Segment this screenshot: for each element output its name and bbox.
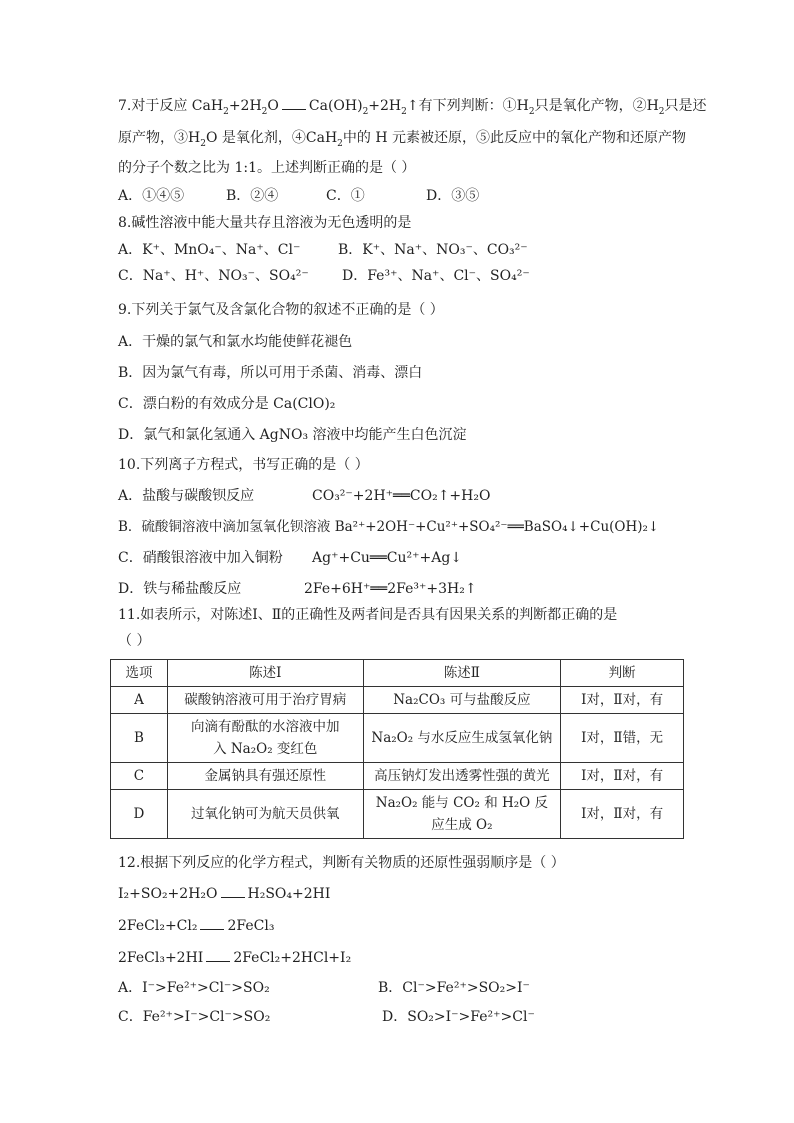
- q8-option-d[interactable]: D．Fe³⁺、Na⁺、Cl⁻、SO₄²⁻: [342, 268, 530, 284]
- q9-option-d[interactable]: D．氯气和氯化氢通入 AgNO₃ 溶液中均能产生白色沉淀: [118, 427, 467, 443]
- table-cell: 过氧化钠可为航天员供氧: [167, 790, 363, 839]
- table-cell: Na₂O₂ 与水反应生成氢氧化钠: [363, 714, 561, 763]
- q9-option-c[interactable]: C．漂白粉的有效成分是 Ca(ClO)₂: [118, 396, 336, 412]
- q8-option-c[interactable]: C．Na⁺、H⁺、NO₃⁻、SO₄²⁻: [118, 268, 309, 284]
- reaction-blank: [282, 97, 306, 110]
- q10-option-a[interactable]: [118, 486, 254, 506]
- table-cell: Ⅰ对，Ⅱ对，有: [561, 763, 684, 790]
- table-header-row: [111, 660, 684, 687]
- table-cell: Ⅰ对，Ⅱ对，有: [561, 790, 684, 839]
- equation-left: 2FeCl₃+2HI: [118, 950, 204, 966]
- q7-option-a[interactable]: A．①④⑤: [118, 188, 185, 204]
- q12-equation-2: [118, 916, 274, 936]
- table-cell: D: [111, 790, 168, 839]
- q9-option-b[interactable]: B．因为氯气有毒，所以可用于杀菌、消毒、漂白: [118, 365, 423, 381]
- q11-stem-paren: （ ）: [118, 633, 151, 649]
- q7-option-d[interactable]: D．③⑤: [426, 188, 480, 204]
- table-cell: 高压钠灯发出透雾性强的黄光: [363, 763, 561, 790]
- q7-text: 只是还: [664, 98, 707, 114]
- q7-text: 只是氧化产物，②H: [534, 98, 659, 114]
- table-row: [111, 714, 684, 763]
- q10-option-d-equation: 2Fe+6H⁺══2Fe³⁺+3H₂↑: [304, 581, 477, 597]
- equation-left: 2FeCl₂+Cl₂: [118, 918, 198, 934]
- q10-option-b[interactable]: B．硫酸铜溶液中滴加氢氧化钡溶液 Ba²⁺+2OH⁻+Cu²⁺+SO₄²⁻══BaSO₄↓+Cu(OH)₂↓: [118, 519, 660, 535]
- q7-option-b[interactable]: B．②④: [226, 188, 279, 204]
- table-header-cell: 陈述Ⅱ: [363, 660, 561, 687]
- q10-option-d[interactable]: D．铁与稀盐酸反应: [118, 581, 242, 597]
- q7-line3: 的分子个数之比为 1:1。上述判断正确的是（ ）: [118, 160, 416, 176]
- table-cell: A: [111, 687, 168, 714]
- q12-option-d[interactable]: D．SO₂>I⁻>Fe²⁺>Cl⁻: [382, 1009, 535, 1025]
- q11-table: [110, 659, 684, 839]
- q7-text: 中的 H 元素被还原，⑤此反应中的氧化产物和还原产物: [342, 130, 686, 146]
- q10-option-a-label: A．盐酸与碳酸钡反应: [118, 488, 255, 504]
- q7-option-c[interactable]: C．①: [326, 188, 365, 204]
- table-cell: Ⅰ对，Ⅱ错，无: [561, 714, 684, 763]
- q7-text: 7.对于反应 CaH: [118, 98, 224, 114]
- table-cell: 碳酸钠溶液可用于治疗胃病: [167, 687, 363, 714]
- q9-stem: 9.下列关于氯气及含氯化合物的叙述不正确的是（ ）: [118, 302, 444, 318]
- equation-right: 2FeCl₃: [227, 918, 275, 934]
- q9-option-a[interactable]: A．干燥的氯气和氯水均能使鲜花褪色: [118, 334, 353, 350]
- table-cell: 金属钠具有强还原性: [167, 763, 363, 790]
- reaction-blank: [206, 949, 230, 962]
- q7-text: +2H: [368, 98, 402, 114]
- q10-option-c[interactable]: C．硝酸银溶液中加入铜粉: [118, 550, 283, 566]
- equation-left: I₂+SO₂+2H₂O: [118, 886, 218, 902]
- reaction-blank: [221, 885, 245, 898]
- q12-equation-1: [118, 884, 330, 904]
- table-cell: Na₂O₂ 能与 CO₂ 和 H₂O 反应生成 O₂: [363, 790, 561, 839]
- q12-stem: 12.根据下列反应的化学方程式，判断有关物质的还原性强弱顺序是（ ）: [118, 855, 565, 871]
- q12-option-c[interactable]: C．Fe²⁺>I⁻>Cl⁻>SO₂: [118, 1009, 271, 1025]
- equation-right: 2FeCl₂+2HCl+I₂: [233, 950, 352, 966]
- q7-text: O 是氧化剂，④CaH: [205, 130, 338, 146]
- table-header-cell: 选项: [111, 660, 168, 687]
- equation-right: H₂SO₄+2HI: [247, 886, 331, 902]
- q7-text: Ca(OH): [308, 98, 363, 114]
- q10-stem: 10.下列离子方程式，书写正确的是（ ）: [118, 457, 369, 473]
- q7-line2: 原产物，$③H_2O$ 是氧化剂，④CaH$_2$中的 H 元素被还原，⑤此反应中的氧化产物和还原产物: [118, 130, 686, 149]
- q8-stem: 8.碱性溶液中能大量共存且溶液为无色透明的是: [118, 215, 412, 231]
- table-cell: B: [111, 714, 168, 763]
- q12-option-b[interactable]: B．Cl⁻>Fe²⁺>SO₂>I⁻: [378, 980, 530, 996]
- table-row: [111, 763, 684, 790]
- table-header-cell: 判断: [561, 660, 684, 687]
- q8-option-b[interactable]: B．K⁺、Na⁺、NO₃⁻、CO₃²⁻: [338, 242, 528, 258]
- q10-option-c-equation: Ag⁺+Cu══Cu²⁺+Ag↓: [312, 550, 463, 566]
- q10-option-a-equation: CO₃²⁻+2H⁺══CO₂↑+H₂O: [312, 488, 491, 504]
- q12-equation-3: [118, 948, 351, 968]
- table-row: [111, 687, 684, 714]
- table-cell: Na₂CO₃ 可与盐酸反应: [363, 687, 561, 714]
- table-row: [111, 790, 684, 839]
- q7-line1: 7.对于反应 $CaH_2+2H_2O$ $Ca(OH)_2+2H_2↑$有下列判断：$①H_2$只是氧化产物，$②H_2$只是还: [118, 98, 707, 117]
- q7-text: +2H: [228, 98, 262, 114]
- reaction-blank: [200, 917, 224, 930]
- q7-text: ↑有下列判断：①H: [406, 98, 529, 114]
- table-cell: Ⅰ对，Ⅱ对，有: [561, 687, 684, 714]
- table-cell: C: [111, 763, 168, 790]
- table-cell: 向滴有酚酞的水溶液中加入 Na₂O₂ 变红色: [167, 714, 363, 763]
- q7-text: O: [267, 98, 279, 114]
- q11-stem: 11.如表所示，对陈述Ⅰ、Ⅱ的正确性及两者间是否具有因果关系的判断都正确的是: [118, 607, 618, 623]
- table-header-cell: 陈述Ⅰ: [167, 660, 363, 687]
- q12-option-a[interactable]: A．I⁻>Fe²⁺>Cl⁻>SO₂: [118, 980, 270, 996]
- q8-option-a[interactable]: A．K⁺、MnO₄⁻、Na⁺、Cl⁻: [118, 242, 301, 258]
- q7-text: 原产物，③H: [118, 130, 201, 146]
